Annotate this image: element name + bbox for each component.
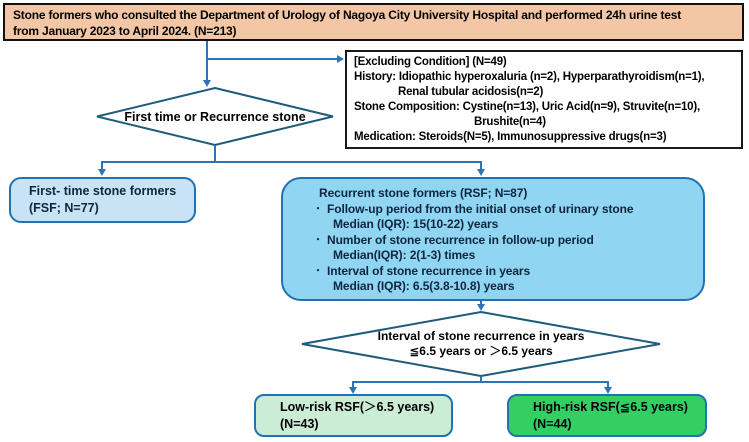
bullet-icon: ・ [313,203,323,215]
rsf-item-interval [313,264,703,280]
arrowhead-lowrisk [349,387,357,394]
exclusion-history: History: Idiopathic hyperoxaluria (n=2), Hyperparathyroidism(n=1), [354,71,705,83]
rsf-item-interval-value: Median (IQR): 6.5(3.8-10.8) years [333,279,515,293]
cohort-line-1: Stone formers who consulted the Department of Urology of Nagoya City University Hospital and performed 24h urine test [13,8,682,22]
connector-top-to-decision1 [206,41,208,80]
rsf-item-followup-label: Follow-up period from the initial onset of urinary stone [327,201,634,216]
exclusion-composition: Stone Composition: Cystine(n=13), Uric Acid(n=9), Struvite(n=10), [354,101,701,113]
exclusion-title: [Excluding Condition] (N=49) [354,56,507,68]
connector-split2 [353,381,609,383]
low-risk-line-1: Low-risk RSF(＞6.5 years) [280,400,435,414]
rsf-item-followup-value: Median (IQR): 15(10-22) years [333,217,499,231]
low-risk-line-2: (N=43) [280,416,319,431]
rsf-item-number-value: Median(IQR): 2(1-3) times [333,248,476,262]
connector-split1 [102,161,482,163]
arrowhead-fsf [98,169,106,176]
cohort-line-2: from January 2023 to April 2024. (N=213) [13,24,237,38]
exclusion-box [345,50,743,149]
arrowhead-rsf [477,169,485,176]
decision1-label: First time or Recurrence stone [124,109,306,124]
exclusion-composition-cont: Brushite(n=4) [474,116,546,128]
rsf-item-interval-label: Interval of stone recurrence in years [327,263,531,278]
exclusion-medication: Medication: Steroids(N=5), Immunosuppressive drugs(n=3) [354,131,667,143]
low-risk-box [254,394,453,437]
connector-to-exclusion [207,58,337,60]
fsf-box [9,177,196,223]
exclusion-history-cont: Renal tubular acidosis(n=2) [398,86,544,98]
arrowhead-highrisk [604,387,612,394]
cohort-box [3,3,744,41]
decision-first-or-recurrence [95,87,335,146]
decision2-line-1: Interval of stone recurrence in years [377,329,585,343]
decision2-line-2: ≦6.5 years or ＞6.5 years [409,344,553,358]
rsf-title: Recurrent stone formers (RSF; N=87) [319,186,528,200]
high-risk-line-1: High-risk RSF(≦6.5 years) [533,400,688,414]
rsf-item-followup [313,202,703,218]
arrowhead-exclusion [337,55,344,63]
fsf-line-1: First- time stone formers [29,184,177,198]
decision2-label [300,311,662,377]
rsf-item-number [313,233,703,249]
fsf-line-2: (FSF; N=77) [29,201,99,215]
arrowhead-decision2 [477,304,485,311]
high-risk-box [507,394,707,437]
bullet-icon: ・ [313,234,323,246]
decision-interval [300,311,662,377]
high-risk-line-2: (N=44) [533,416,572,431]
bullet-icon: ・ [313,265,323,277]
arrowhead-decision1 [203,80,211,87]
rsf-box [281,177,705,301]
rsf-item-number-label: Number of stone recurrence in follow-up period [327,232,594,247]
